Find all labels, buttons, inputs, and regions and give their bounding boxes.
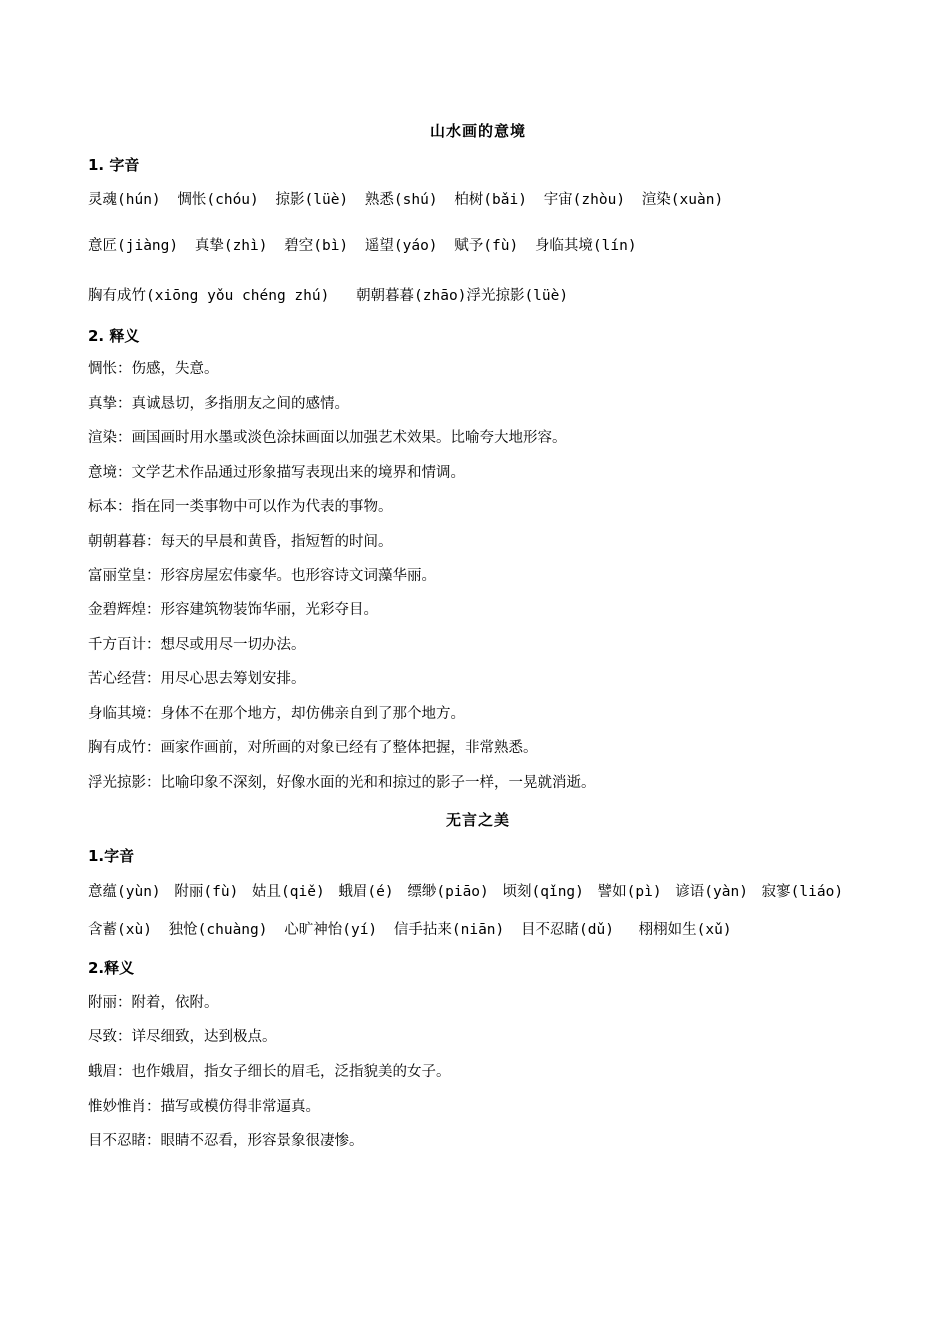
section1-pron-heading: 1. 字音 bbox=[88, 156, 140, 174]
pron-item: 遥望(yáo) bbox=[364, 238, 438, 254]
pron-item: 宇宙(zhòu) bbox=[543, 192, 626, 208]
definition-line: 意境：文学艺术作品通过形象描写表现出来的境界和情调。 bbox=[88, 465, 465, 481]
section1-title: 山水画的意境 bbox=[429, 122, 526, 140]
pron-item: 顷刻(qǐng) bbox=[502, 884, 584, 900]
pron-item: 含蓄(xù) bbox=[88, 922, 152, 938]
definition-line: 胸有成竹：画家作画前，对所画的对象已经有了整体把握，非常熟悉。 bbox=[88, 740, 538, 756]
pron-item: 碧空(bì) bbox=[284, 238, 349, 254]
pron-item: 蛾眉(é) bbox=[338, 884, 394, 900]
pron-line bbox=[88, 236, 645, 256]
pron-item: 朝朝暮暮(zhāo)浮光掠影(lüè) bbox=[356, 288, 569, 304]
pron-item: 信手拈来(niān) bbox=[393, 922, 505, 938]
definition-line: 目不忍睹：眼睛不忍看，形容景象很凄惨。 bbox=[88, 1133, 364, 1149]
pron-item: 灵魂(hún) bbox=[88, 192, 161, 208]
pron-item: 譬如(pì) bbox=[597, 884, 662, 900]
pron-line bbox=[88, 920, 740, 940]
pron-item: 渲染(xuàn) bbox=[641, 192, 724, 208]
pron-item: 栩栩如生(xǔ) bbox=[638, 922, 732, 938]
definition-line: 富丽堂皇：形容房屋宏伟豪华。也形容诗文词藻华丽。 bbox=[88, 568, 436, 584]
pron-item: 附丽(fù) bbox=[174, 884, 239, 900]
pron-item: 心旷神怡(yí) bbox=[284, 922, 378, 938]
pron-item: 柏树(bǎi) bbox=[454, 192, 527, 208]
pron-line bbox=[88, 190, 731, 210]
pron-line bbox=[88, 882, 843, 902]
pron-item: 目不忍睹(dǔ) bbox=[521, 922, 614, 938]
definition-line: 千方百计：想尽或用尽一切办法。 bbox=[88, 637, 306, 653]
definition-line: 惆怅：伤感，失意。 bbox=[88, 361, 219, 377]
definition-line: 身临其境：身体不在那个地方，却仿佛亲自到了那个地方。 bbox=[88, 706, 465, 722]
pron-item: 意匠(jiàng) bbox=[88, 238, 179, 254]
definition-line: 渲染：画国画时用水墨或淡色涂抹画面以加强艺术效果。比喻夸大地形容。 bbox=[88, 430, 567, 446]
pron-item: 赋予(fù) bbox=[454, 238, 519, 254]
definition-line: 浮光掠影：比喻印象不深刻，好像水面的光和和掠过的影子一样，一晃就消逝。 bbox=[88, 775, 596, 791]
definition-line: 金碧辉煌：形容建筑物装饰华丽，光彩夺目。 bbox=[88, 602, 378, 618]
definition-line: 标本：指在同一类事物中可以作为代表的事物。 bbox=[88, 499, 393, 515]
definition-line: 尽致：详尽细致，达到极点。 bbox=[88, 1029, 277, 1045]
pron-item: 谚语(yàn) bbox=[675, 884, 748, 900]
definition-line: 苦心经营：用尽心思去筹划安排。 bbox=[88, 671, 306, 687]
pron-item: 掠影(lüè) bbox=[275, 192, 349, 208]
pron-line bbox=[88, 286, 576, 306]
pron-item: 寂寥(liáo) bbox=[761, 884, 844, 900]
pron-item: 惆怅(chóu) bbox=[177, 192, 259, 208]
definition-line: 附丽：附着，依附。 bbox=[88, 995, 219, 1011]
definition-line: 蛾眉：也作娥眉，指女子细长的眉毛，泛指貌美的女子。 bbox=[88, 1064, 451, 1080]
definition-line: 惟妙惟肖：描写或模仿得非常逼真。 bbox=[88, 1099, 320, 1115]
pron-item: 缥缈(piāo) bbox=[407, 884, 489, 900]
pron-item: 意蕴(yùn) bbox=[88, 884, 161, 900]
pron-item: 独怆(chuàng) bbox=[168, 922, 268, 938]
definition-line: 朝朝暮暮：每天的早晨和黄昏，指短暂的时间。 bbox=[88, 534, 393, 550]
definition-line: 真挚：真诚恳切，多指朋友之间的感情。 bbox=[88, 396, 349, 412]
section2-def-heading: 2.释义 bbox=[88, 959, 135, 977]
pron-item: 姑且(qiě) bbox=[252, 884, 325, 900]
pron-item: 身临其境(lín) bbox=[534, 238, 637, 254]
section2-pron-heading: 1.字音 bbox=[88, 847, 135, 865]
pron-item: 熟悉(shú) bbox=[364, 192, 438, 208]
section2-title: 无言之美 bbox=[445, 811, 510, 829]
section1-def-heading: 2. 释义 bbox=[88, 327, 140, 345]
pron-item: 真挚(zhì) bbox=[194, 238, 268, 254]
pron-item: 胸有成竹(xiōng yǒu chéng zhú) bbox=[88, 288, 330, 304]
